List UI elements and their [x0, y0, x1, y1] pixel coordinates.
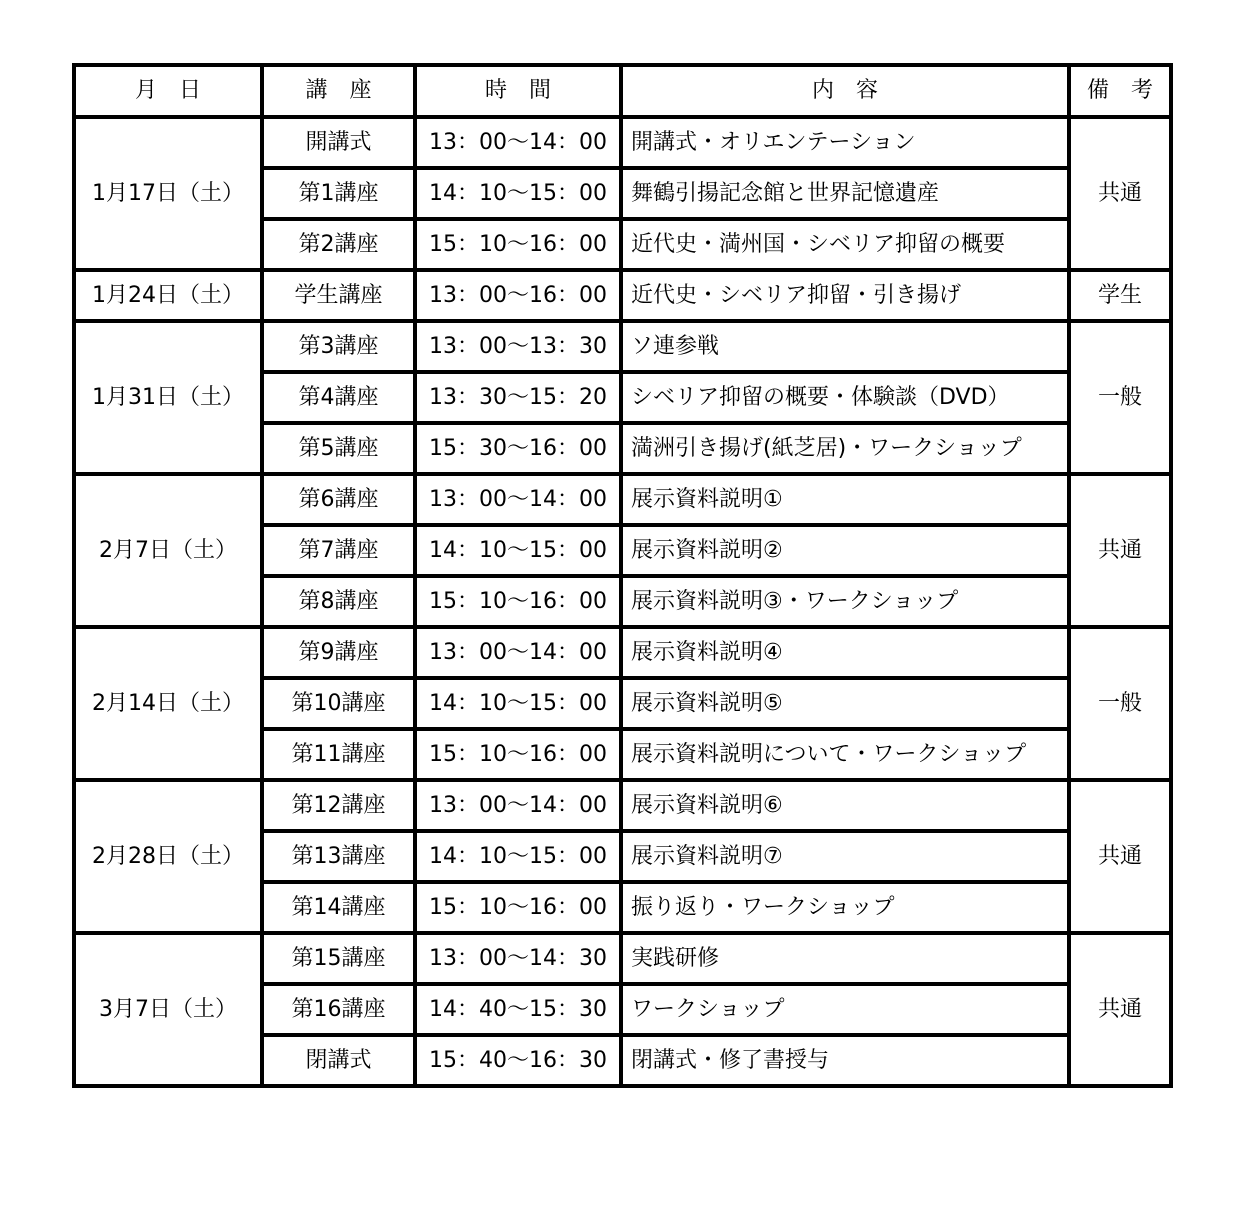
time-cell: 14：10～15：00 [415, 525, 621, 576]
content-cell: 展示資料説明⑥ [621, 780, 1069, 831]
table-row [74, 270, 1171, 321]
lecture-cell: 第4講座 [262, 372, 415, 423]
lecture-cell: 開講式 [262, 117, 415, 168]
header-lecture: 講 座 [262, 65, 415, 117]
header-note: 備 考 [1069, 65, 1171, 117]
note-cell: 学生 [1069, 270, 1171, 321]
time-cell: 13：00～14：00 [415, 627, 621, 678]
time-cell: 13：00～14：00 [415, 780, 621, 831]
table-row [74, 117, 1171, 168]
time-cell: 15：10～16：00 [415, 882, 621, 933]
lecture-cell: 第15講座 [262, 933, 415, 984]
note-cell: 共通 [1069, 117, 1171, 270]
lecture-cell: 第8講座 [262, 576, 415, 627]
header-date: 月 日 [74, 65, 262, 117]
time-cell: 14：10～15：00 [415, 168, 621, 219]
content-cell: ワークショップ [621, 984, 1069, 1035]
time-cell: 15：10～16：00 [415, 729, 621, 780]
date-cell: 2月28日（土） [74, 780, 262, 933]
schedule-table [72, 63, 1173, 1088]
content-cell: 展示資料説明② [621, 525, 1069, 576]
content-cell: 開講式・オリエンテーション [621, 117, 1069, 168]
content-cell: 展示資料説明① [621, 474, 1069, 525]
table-row [74, 933, 1171, 984]
time-cell: 13：00～14：00 [415, 117, 621, 168]
content-cell: 閉講式・修了書授与 [621, 1035, 1069, 1086]
content-cell: 展示資料説明⑦ [621, 831, 1069, 882]
lecture-cell: 第9講座 [262, 627, 415, 678]
content-cell: 近代史・シベリア抑留・引き揚げ [621, 270, 1069, 321]
lecture-cell: 第5講座 [262, 423, 415, 474]
table-body [74, 117, 1171, 1086]
lecture-cell: 第14講座 [262, 882, 415, 933]
lecture-cell: 第1講座 [262, 168, 415, 219]
table-row [74, 780, 1171, 831]
content-cell: 満洲引き揚げ(紙芝居)・ワークショップ [621, 423, 1069, 474]
table-row [74, 474, 1171, 525]
date-cell: 2月14日（土） [74, 627, 262, 780]
lecture-cell: 第11講座 [262, 729, 415, 780]
lecture-cell: 第3講座 [262, 321, 415, 372]
time-cell: 13：00～14：00 [415, 474, 621, 525]
note-cell: 共通 [1069, 933, 1171, 1086]
table-row [74, 627, 1171, 678]
time-cell: 15：10～16：00 [415, 219, 621, 270]
content-cell: 近代史・満州国・シベリア抑留の概要 [621, 219, 1069, 270]
time-cell: 14：10～15：00 [415, 831, 621, 882]
lecture-cell: 第13講座 [262, 831, 415, 882]
time-cell: 13：00～13：30 [415, 321, 621, 372]
lecture-cell: 第2講座 [262, 219, 415, 270]
time-cell: 15：10～16：00 [415, 576, 621, 627]
table-header [74, 65, 1171, 117]
time-cell: 13：00～14：30 [415, 933, 621, 984]
content-cell: 展示資料説明⑤ [621, 678, 1069, 729]
note-cell: 一般 [1069, 627, 1171, 780]
lecture-cell: 第7講座 [262, 525, 415, 576]
header-time: 時 間 [415, 65, 621, 117]
lecture-cell: 第16講座 [262, 984, 415, 1035]
time-cell: 15：40～16：30 [415, 1035, 621, 1086]
date-cell: 1月17日（土） [74, 117, 262, 270]
note-cell: 共通 [1069, 474, 1171, 627]
date-cell: 1月31日（土） [74, 321, 262, 474]
lecture-cell: 第6講座 [262, 474, 415, 525]
time-cell: 14：40～15：30 [415, 984, 621, 1035]
content-cell: 展示資料説明について・ワークショップ [621, 729, 1069, 780]
content-cell: 展示資料説明④ [621, 627, 1069, 678]
content-cell: シベリア抑留の概要・体験談（DVD） [621, 372, 1069, 423]
content-cell: 実践研修 [621, 933, 1069, 984]
lecture-cell: 学生講座 [262, 270, 415, 321]
content-cell: ソ連参戦 [621, 321, 1069, 372]
lecture-cell: 第10講座 [262, 678, 415, 729]
lecture-cell: 閉講式 [262, 1035, 415, 1086]
table-row [74, 321, 1171, 372]
content-cell: 振り返り・ワークショップ [621, 882, 1069, 933]
time-cell: 13：00～16：00 [415, 270, 621, 321]
date-cell: 2月7日（土） [74, 474, 262, 627]
header-row [74, 65, 1171, 117]
header-content: 内 容 [621, 65, 1069, 117]
content-cell: 展示資料説明③・ワークショップ [621, 576, 1069, 627]
time-cell: 14：10～15：00 [415, 678, 621, 729]
note-cell: 一般 [1069, 321, 1171, 474]
time-cell: 15：30～16：00 [415, 423, 621, 474]
content-cell: 舞鶴引揚記念館と世界記憶遺産 [621, 168, 1069, 219]
lecture-cell: 第12講座 [262, 780, 415, 831]
date-cell: 3月7日（土） [74, 933, 262, 1086]
time-cell: 13：30～15：20 [415, 372, 621, 423]
date-cell: 1月24日（土） [74, 270, 262, 321]
note-cell: 共通 [1069, 780, 1171, 933]
